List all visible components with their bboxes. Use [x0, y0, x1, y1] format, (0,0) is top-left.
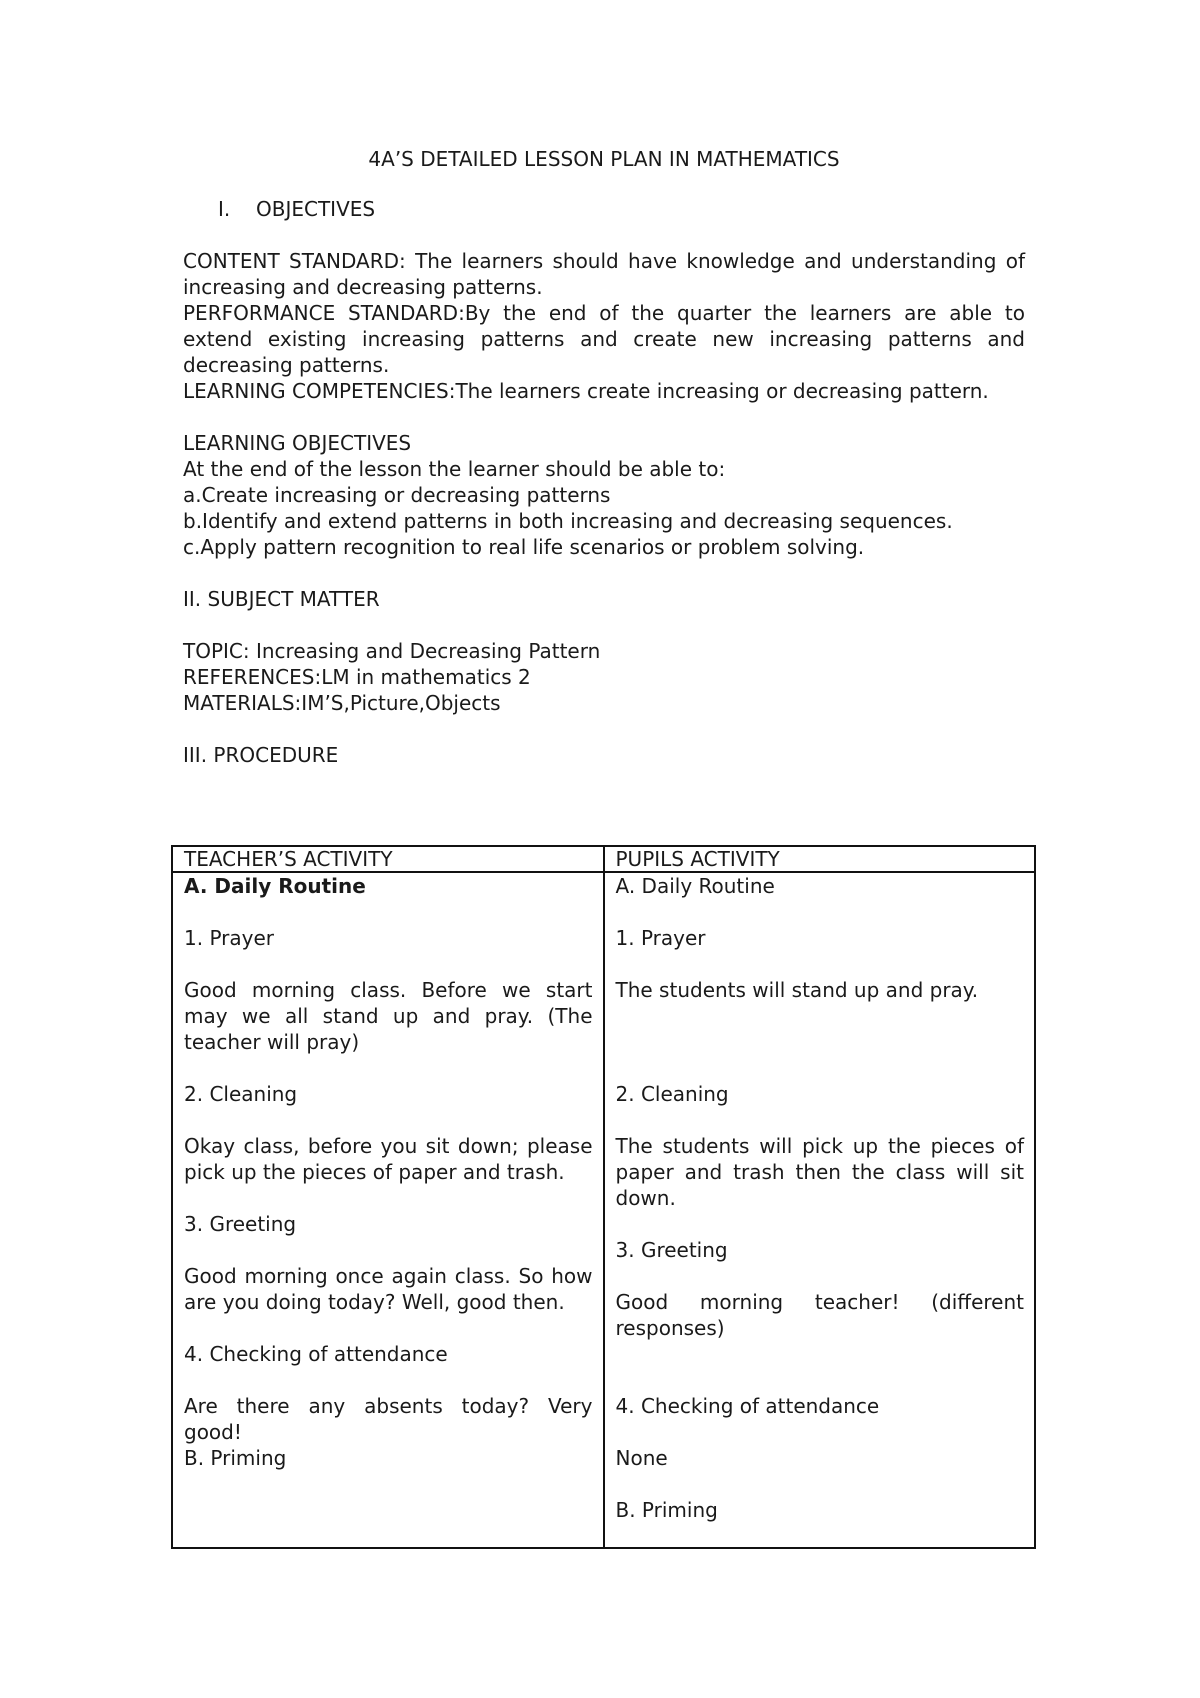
learning-objectives-heading: LEARNING OBJECTIVES: [183, 431, 412, 455]
references: REFERENCES:LM in mathematics 2: [183, 665, 531, 689]
teacher-attendance-text: Are there any absents today? Very good!: [184, 1394, 593, 1444]
subject-matter-heading: II. SUBJECT MATTER: [183, 587, 380, 611]
pupils-greeting-title: 3. Greeting: [615, 1238, 728, 1262]
pupils-attendance-title: 4. Checking of attendance: [615, 1394, 880, 1418]
teacher-attendance-title: 4. Checking of attendance: [184, 1342, 448, 1366]
teacher-cleaning-title: 2. Cleaning: [184, 1082, 298, 1106]
pupils-activity-header: PUPILS ACTIVITY: [604, 846, 1036, 872]
table-row: [172, 872, 1035, 1548]
procedure-heading: III. PROCEDURE: [183, 743, 339, 767]
pupils-prayer-text: The students will stand up and pray.: [615, 978, 979, 1002]
pupils-activity-cell: [604, 872, 1036, 1548]
learning-objective-item: c.Apply pattern recognition to real life scenarios or problem solving.: [183, 535, 865, 559]
pupils-daily-routine: A. Daily Routine: [615, 874, 775, 898]
pupils-priming: B. Priming: [615, 1498, 718, 1522]
pupils-cleaning-text: The students will pick up the pieces of paper and trash then the class will sit down.: [615, 1134, 1024, 1210]
procedure-table: [171, 845, 1036, 1549]
objectives-heading: [183, 196, 1025, 222]
teacher-cleaning-text: Okay class, before you sit down; please pick up the pieces of paper and trash.: [184, 1134, 593, 1184]
teacher-activity-cell: [172, 872, 604, 1548]
objectives-numeral: I.: [218, 197, 231, 221]
pupils-prayer-title: 1. Prayer: [615, 926, 706, 950]
table-header-row: [172, 846, 1035, 872]
teacher-greeting-title: 3. Greeting: [184, 1212, 297, 1236]
performance-standard: PERFORMANCE STANDARD:By the end of the quarter the learners are able to extend existing increasing patterns and create new increasing patterns and decreasing patterns.: [183, 301, 1025, 377]
pupils-greeting-text: Good morning teacher! (different responses): [615, 1290, 1024, 1340]
content-standard: CONTENT STANDARD: The learners should have knowledge and understanding of increasing and decreasing patterns.: [183, 249, 1025, 299]
learning-objectives-intro: At the end of the lesson the learner should be able to:: [183, 457, 726, 481]
teacher-prayer-text: Good morning class. Before we start may we all stand up and pray. (The teacher will pray): [184, 978, 593, 1054]
teacher-activity-header: TEACHER’S ACTIVITY: [172, 846, 604, 872]
objectives-heading-text: OBJECTIVES: [256, 197, 376, 221]
pupils-attendance-text: None: [615, 1446, 668, 1470]
teacher-greeting-text: Good morning once again class. So how are you doing today? Well, good then.: [184, 1264, 593, 1314]
learning-competencies: LEARNING COMPETENCIES:The learners create increasing or decreasing pattern.: [183, 379, 989, 403]
teacher-daily-routine: A. Daily Routine: [184, 874, 366, 898]
document-title: 4A’S DETAILED LESSON PLAN IN MATHEMATICS: [368, 147, 840, 171]
teacher-priming: B. Priming: [184, 1446, 287, 1470]
lesson-plan-page: [183, 146, 1025, 768]
pupils-cleaning-title: 2. Cleaning: [615, 1082, 729, 1106]
teacher-prayer-title: 1. Prayer: [184, 926, 274, 950]
learning-objective-item: a.Create increasing or decreasing patterns: [183, 483, 611, 507]
materials: MATERIALS:IM’S,Picture,Objects: [183, 691, 501, 715]
topic: TOPIC: Increasing and Decreasing Pattern: [183, 639, 601, 663]
learning-objective-item: b.Identify and extend patterns in both increasing and decreasing sequences.: [183, 509, 953, 533]
